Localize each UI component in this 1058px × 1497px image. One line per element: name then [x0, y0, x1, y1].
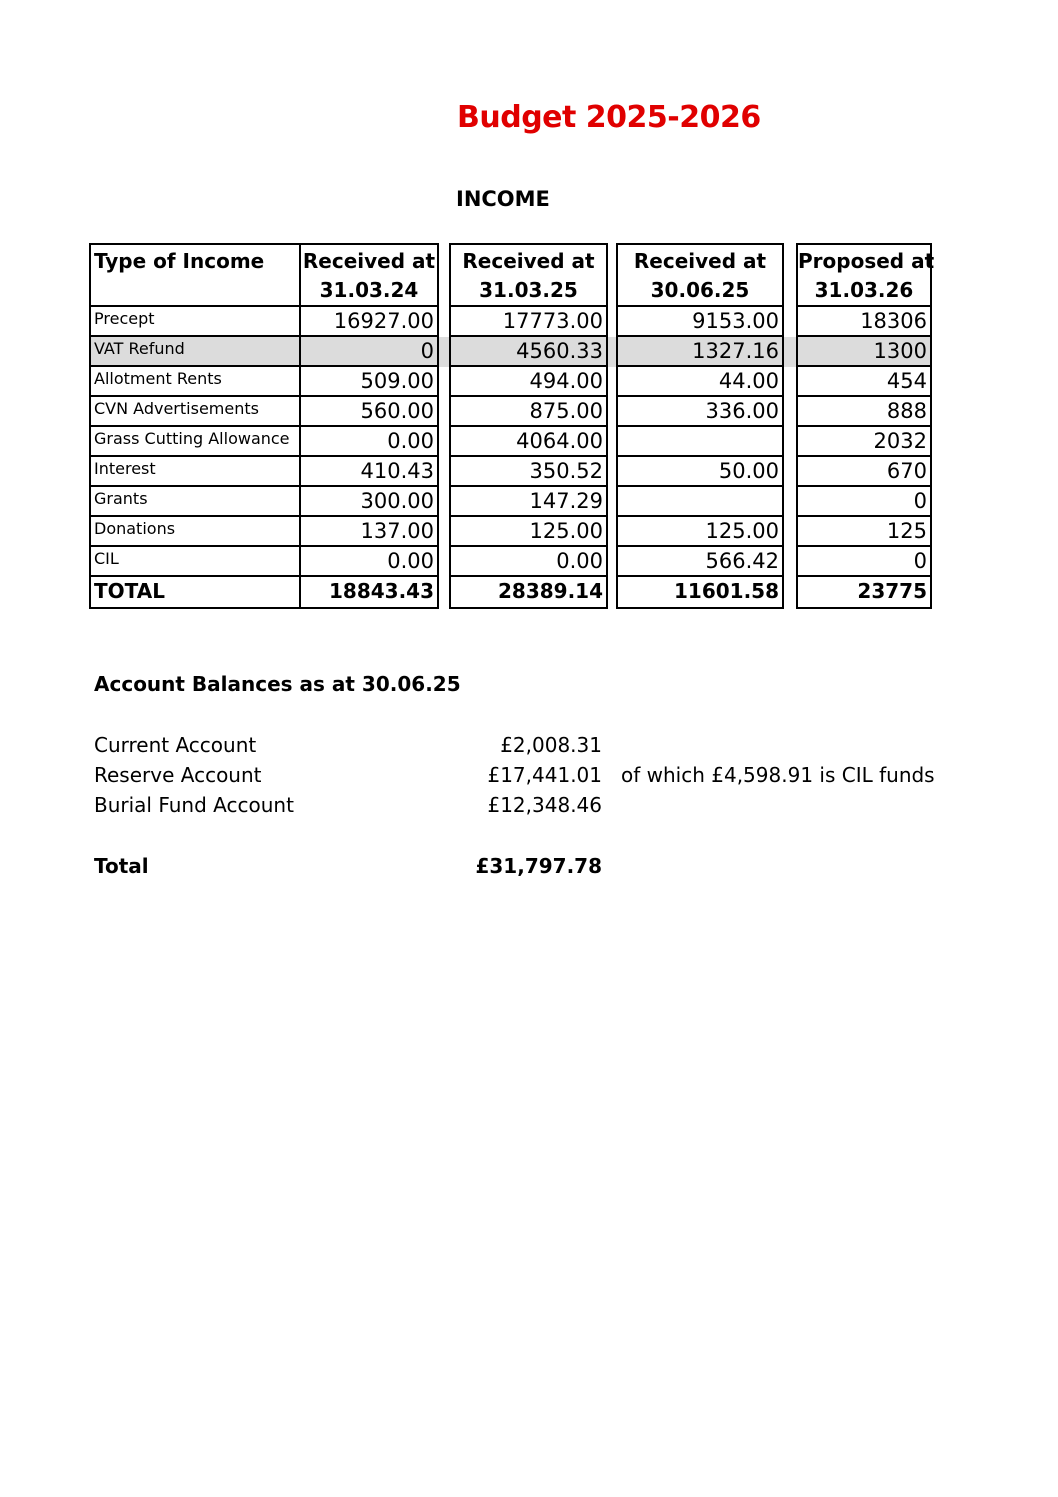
total-amount: £31,797.78	[475, 854, 602, 878]
table-cell: 4064.00	[451, 427, 606, 457]
table-cell: 44.00	[618, 367, 782, 397]
table-cell: 2032	[798, 427, 930, 457]
column-header: Received at 31.03.24	[301, 245, 437, 307]
income-column-june-2025	[616, 243, 784, 609]
table-cell: 4560.33	[451, 337, 606, 367]
table-cell	[618, 487, 782, 517]
balance-row	[94, 763, 954, 793]
table-cell: 9153.00	[618, 307, 782, 337]
total-label: Total	[94, 854, 149, 878]
income-column-proposed-2026	[796, 243, 935, 609]
table-cell: 336.00	[618, 397, 782, 427]
table-total: 28389.14	[497, 579, 603, 603]
account-name: Burial Fund Account	[94, 793, 294, 817]
table-cell: 1300	[798, 337, 930, 367]
table-cell: 147.29	[451, 487, 606, 517]
account-note: of which £4,598.91 is CIL funds	[621, 763, 935, 787]
row-label: Allotment Rents	[91, 367, 299, 397]
table-cell: 125	[798, 517, 930, 547]
balances-title: Account Balances as at 30.06.25	[94, 672, 461, 696]
table-cell: 0.00	[301, 547, 437, 577]
table-cell: 560.00	[301, 397, 437, 427]
balance-row	[94, 793, 954, 823]
total-label: TOTAL	[94, 579, 165, 603]
row-label: VAT Refund	[91, 337, 299, 367]
row-label: Donations	[91, 517, 299, 547]
row-label: Interest	[91, 457, 299, 487]
account-name: Reserve Account	[94, 763, 262, 787]
income-column-2025	[449, 243, 608, 609]
page-title: Budget 2025-2026	[457, 100, 761, 135]
table-cell: 350.52	[451, 457, 606, 487]
table-cell: 1327.16	[618, 337, 782, 367]
table-cell: 18306	[798, 307, 930, 337]
table-cell: 0.00	[301, 427, 437, 457]
table-cell: 670	[798, 457, 930, 487]
row-label: CIL	[91, 547, 299, 577]
account-name: Current Account	[94, 733, 257, 757]
table-cell: 875.00	[451, 397, 606, 427]
table-cell: 16927.00	[301, 307, 437, 337]
account-amount: £2,008.31	[500, 733, 602, 757]
table-cell: 0	[798, 487, 930, 517]
row-label: Precept	[91, 307, 299, 337]
table-cell: 300.00	[301, 487, 437, 517]
income-column-2024	[299, 243, 439, 609]
column-header: Proposed at 31.03.26	[798, 245, 930, 307]
column-header: Received at 30.06.25	[618, 245, 782, 307]
income-label-column	[89, 243, 301, 609]
table-cell: 509.00	[301, 367, 437, 397]
row-label: Grants	[91, 487, 299, 517]
table-cell: 50.00	[618, 457, 782, 487]
table-cell: 494.00	[451, 367, 606, 397]
balance-row	[94, 733, 954, 763]
table-total: 23775	[857, 579, 927, 603]
account-amount: £12,348.46	[487, 793, 602, 817]
table-cell: 566.42	[618, 547, 782, 577]
table-cell: 0	[798, 547, 930, 577]
table-cell: 0.00	[451, 547, 606, 577]
table-cell: 125.00	[451, 517, 606, 547]
table-cell: 125.00	[618, 517, 782, 547]
balance-total-row	[94, 854, 954, 884]
table-cell	[618, 427, 782, 457]
row-label: Grass Cutting Allowance	[91, 427, 299, 457]
table-cell: 888	[798, 397, 930, 427]
table-cell: 454	[798, 367, 930, 397]
table-total: 11601.58	[673, 579, 779, 603]
column-header: Type of Income	[91, 245, 299, 307]
table-cell: 17773.00	[451, 307, 606, 337]
column-header: Received at 31.03.25	[451, 245, 606, 307]
table-cell: 0	[301, 337, 437, 367]
table-cell: 410.43	[301, 457, 437, 487]
table-cell: 137.00	[301, 517, 437, 547]
row-label: CVN Advertisements	[91, 397, 299, 427]
table-total: 18843.43	[328, 579, 434, 603]
account-amount: £17,441.01	[487, 763, 602, 787]
section-label-income: INCOME	[456, 187, 550, 211]
